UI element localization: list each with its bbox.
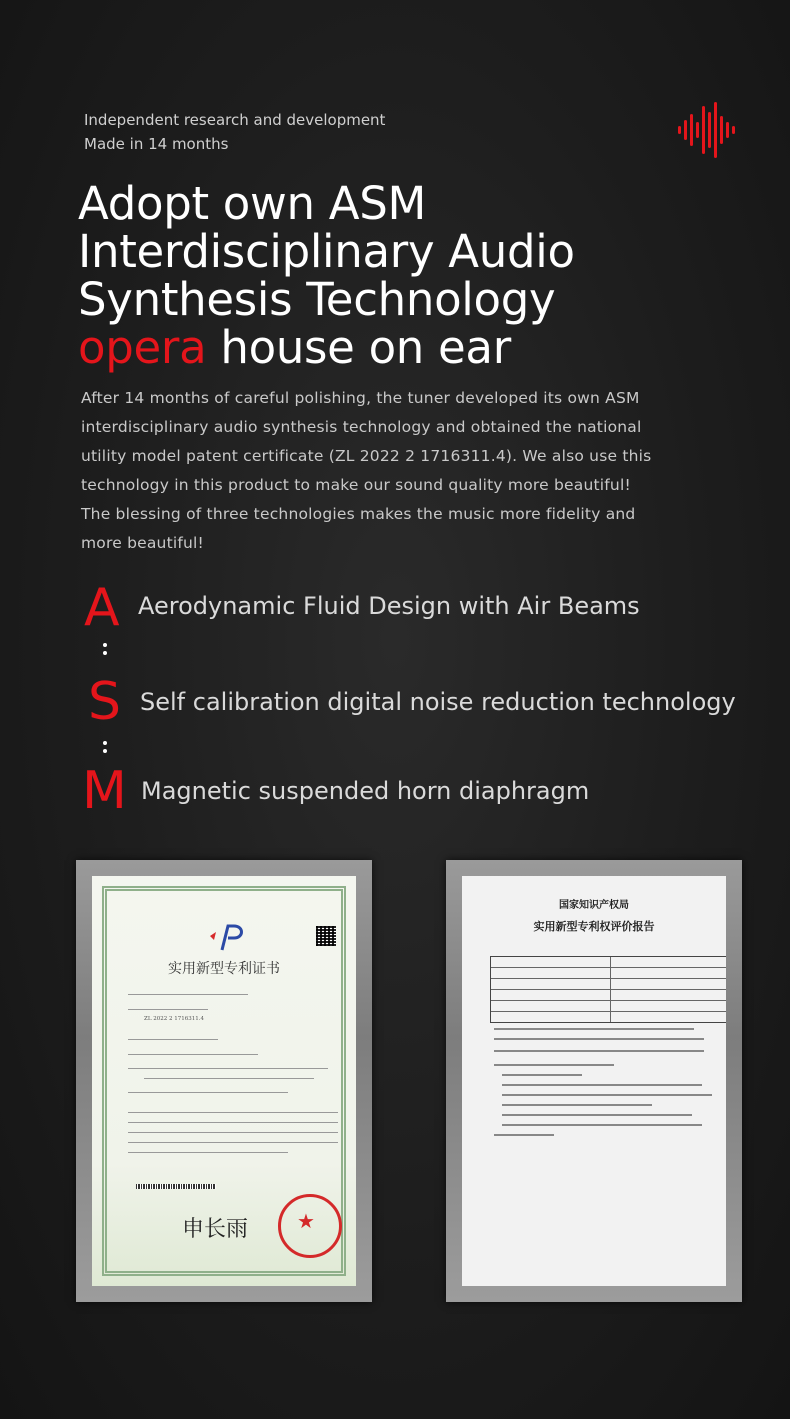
- patent-number: ZL 2022 2 1716311.4: [144, 1016, 204, 1022]
- tagline-line-2: Made in 14 months: [84, 135, 229, 153]
- report-table: [490, 956, 726, 1023]
- title-line-4: [78, 321, 575, 374]
- certificate-title: 实用新型专利证书: [168, 961, 280, 977]
- description: After 14 months of careful polishing, the tuner developed its own ASM interdisciplinary audio synthesis technology and obtained the national utility model patent certificate (ZL 2022 2 1716311.4). We also use this technology in this product to make our sound quality more beautiful! The blessing of three technologies makes the music more fidelity and more beautiful!: [81, 389, 652, 552]
- official-seal: [278, 1194, 342, 1258]
- report-authority: 国家知识产权局: [559, 900, 629, 911]
- signature: 申长雨: [182, 1217, 249, 1242]
- asm-text-m: Magnetic suspended horn diaphragm: [141, 777, 590, 805]
- cnipa-logo-icon: [204, 924, 248, 952]
- asm-text-s: Self calibration digital noise reduction technology: [140, 688, 736, 716]
- qr-code: [316, 926, 336, 946]
- title-line-1: Adopt own ASM: [78, 177, 427, 230]
- barcode: [136, 1184, 216, 1189]
- title-line-4-rest: house on ear: [206, 321, 511, 374]
- tagline-line-1: Independent research and development: [84, 111, 386, 129]
- title-line-3: Synthesis Technology: [78, 273, 556, 326]
- evaluation-report-image: [446, 860, 742, 1302]
- asm-letter-m: M: [82, 761, 127, 821]
- separator-dots: [103, 643, 107, 659]
- sound-wave-icon: [678, 100, 738, 160]
- tagline: [84, 108, 385, 156]
- title-red-word: opera: [78, 321, 207, 374]
- report-title: 实用新型专利权评价报告: [533, 920, 655, 933]
- asm-letter-a: A: [84, 578, 120, 638]
- separator-dots: [103, 741, 107, 757]
- patent-certificate-image: [76, 860, 372, 1302]
- asm-text-a: Aerodynamic Fluid Design with Air Beams: [138, 592, 640, 620]
- title-line-2: Interdisciplinary Audio: [78, 225, 575, 278]
- page-title: [78, 177, 575, 374]
- asm-letter-s: S: [88, 672, 122, 732]
